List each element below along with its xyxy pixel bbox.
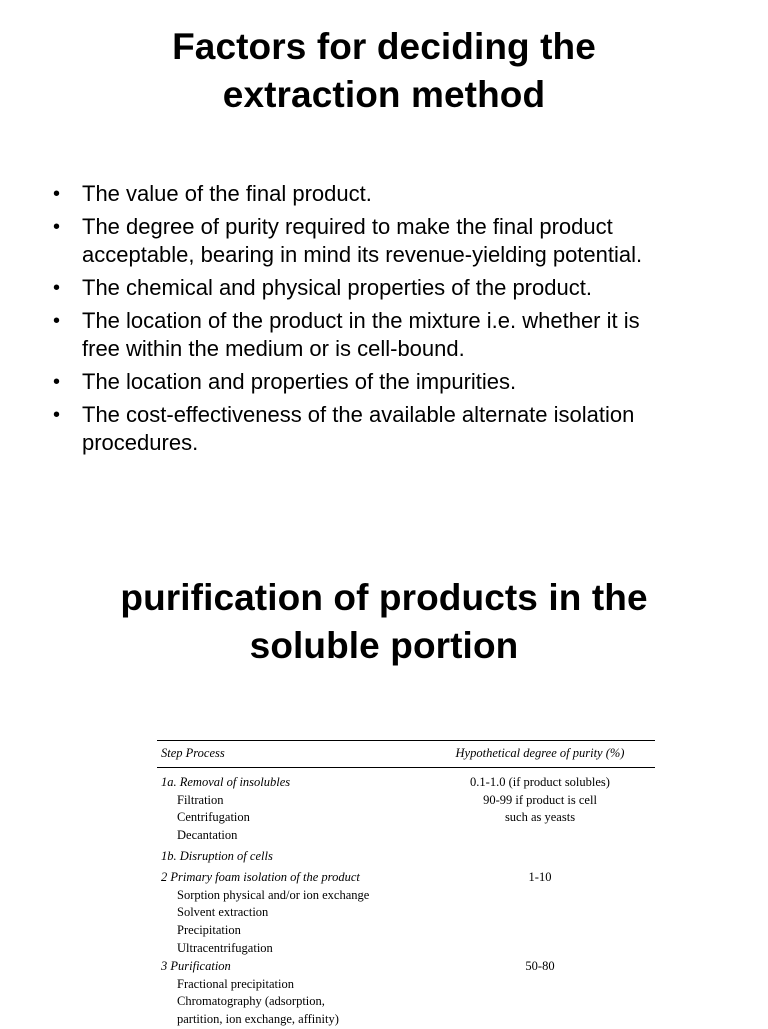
purity-cell — [421, 845, 655, 866]
sub-step: Centrifugation — [177, 810, 250, 825]
bullet-icon: • — [53, 371, 61, 393]
title-line-2: soluble portion — [249, 625, 519, 666]
step-label: 1a. Removal of insolubles — [161, 774, 291, 789]
title-line-1: Factors for deciding the — [172, 26, 596, 67]
sub-step: Fractional precipitation — [177, 976, 294, 991]
step-cell — [157, 958, 421, 1029]
sub-step: Filtration — [177, 792, 224, 807]
sub-step: Sorption physical and/or ion exchange — [177, 887, 370, 902]
bullet-text-continued: procedures. — [82, 430, 199, 455]
purity-table — [157, 740, 655, 1029]
header-purity: Hypothetical degree of purity (%) — [421, 741, 655, 768]
step-label: 3 Purification — [161, 958, 231, 973]
table-row — [157, 958, 655, 1029]
sub-step: Chromatography (adsorption, — [177, 994, 325, 1009]
purity-cell — [421, 866, 655, 958]
purity-value: 1-10 — [528, 869, 552, 884]
title-line-2: extraction method — [222, 74, 546, 115]
purity-value: 50-80 — [525, 958, 555, 973]
bullet-item — [0, 180, 768, 208]
bullet-item — [0, 368, 768, 396]
purity-value: 90-99 if product is cell — [483, 792, 597, 807]
purity-value: such as yeasts — [504, 810, 576, 825]
sub-step: Solvent extraction — [177, 905, 269, 920]
table-row — [157, 845, 655, 866]
step-label: 2 Primary foam isolation of the product — [161, 869, 360, 884]
bullet-icon: • — [53, 183, 61, 205]
bullet-text-continued: acceptable, bearing in mind its revenue-yielding potential. — [82, 242, 643, 267]
bullet-icon: • — [53, 404, 61, 426]
slide-title — [0, 23, 768, 119]
table-header-row — [157, 741, 655, 768]
sub-step: Decantation — [177, 828, 238, 843]
step-cell — [157, 767, 421, 845]
bullet-item — [0, 213, 768, 269]
purity-cell — [421, 958, 655, 1029]
title-line-1: purification of products in the — [120, 577, 648, 618]
header-step-process: Step Process — [157, 741, 421, 768]
bullet-icon: • — [53, 310, 61, 332]
bullet-text: The value of the final product. — [82, 181, 372, 206]
bullet-text-continued: free within the medium or is cell-bound. — [82, 336, 465, 361]
bullet-text: The chemical and physical properties of the product. — [82, 275, 592, 300]
bullet-item — [0, 274, 768, 302]
table-row — [157, 866, 655, 958]
bullet-item — [0, 401, 768, 457]
step-label: 1b. Disruption of cells — [161, 848, 273, 863]
sub-step: Precipitation — [177, 923, 241, 938]
step-cell — [157, 866, 421, 958]
bullet-text: The location and properties of the impurities. — [82, 369, 517, 394]
bullet-text: The location of the product in the mixture i.e. whether it is — [82, 308, 640, 333]
bullet-text: The cost-effectiveness of the available alternate isolation — [82, 402, 635, 427]
slide-title — [0, 574, 768, 670]
factors-bullet-list — [0, 180, 768, 462]
bullet-item — [0, 307, 768, 363]
bullet-text: The degree of purity required to make the final product — [82, 214, 613, 239]
purity-value: 0.1-1.0 (if product solubles) — [470, 774, 610, 789]
sub-step: Ultracentrifugation — [177, 940, 273, 955]
step-cell — [157, 845, 421, 866]
bullet-icon: • — [53, 277, 61, 299]
sub-step: partition, ion exchange, affinity) — [177, 1012, 339, 1027]
table-row — [157, 767, 655, 845]
bullet-icon: • — [53, 216, 61, 238]
purity-cell — [421, 767, 655, 845]
